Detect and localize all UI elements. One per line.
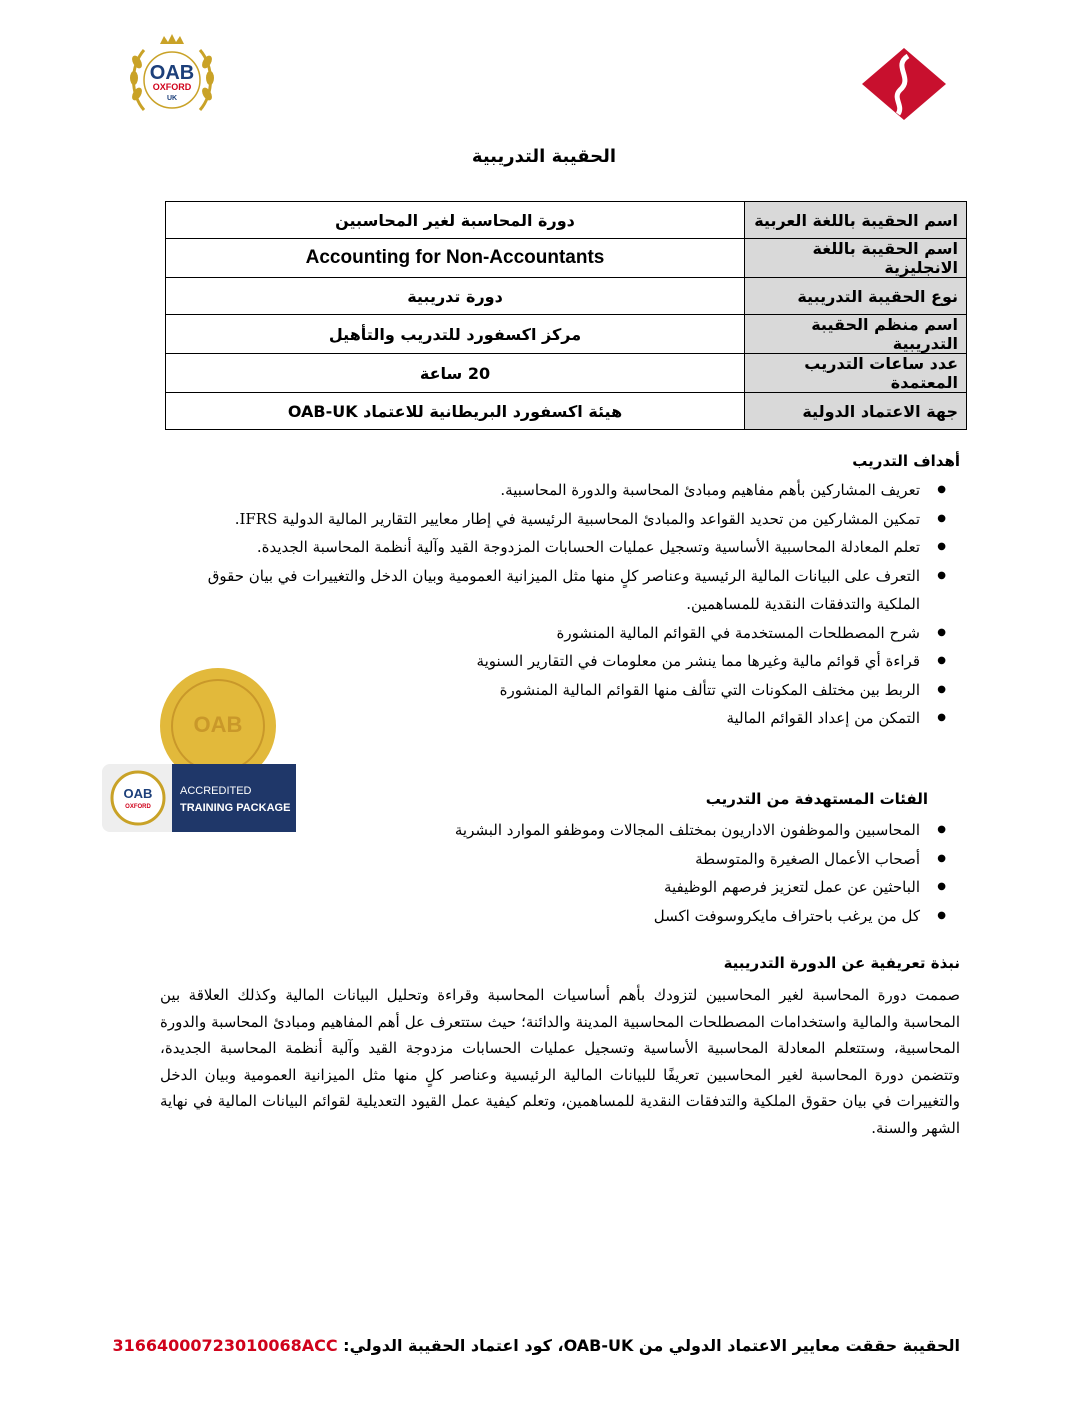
uk-logo-text: UK xyxy=(166,95,178,102)
table-value: دورة تدريبية xyxy=(166,278,745,315)
about-paragraph: صممت دورة المحاسبة لغير المحاسبين لتزودك بأهم أساسيات المحاسبة وقراءة وتحليل البيانات المالية وكذلك العلاقة بين المحاسبة والمالية واستخدامات المصطلحات المحاسبية المدينة والدائنة؛ حيث ستتعرف عل أهم المفاهيم ومبادئ المحاسبة والدورة المحاسبية، وستتعلم المعادلة المحاسبية الأساسية وتسجيل عمليات الحسابات مزدوجة القيد وآلية أنظمة المحاسبة الجديدة، وتتضمن دورة المحاسبة لغير المحاسبين تعريفًا للبيانات المالية الرئيسية وعناصر كلٍ منها مثل الميزانية العمومية وبيان الدخل والتغييرات في بيان حقوق الملكية والتدفقات النقدية للمساهمين، وتعلم كيفية عمل القيود التعديلية لقوائم البيانات المالية في نهاية الشهر والسنة. xyxy=(160,986,960,1137)
svg-text:OXFORD: OXFORD xyxy=(125,804,151,810)
table-value: 20 ساعة xyxy=(166,354,745,393)
list-item: ● شرح المصطلحات المستخدمة في القوائم المالية المنشورة xyxy=(200,619,960,648)
table-row xyxy=(166,239,967,278)
audience-heading: الفئات المستهدفة من التدريب xyxy=(705,790,928,808)
table-value: دورة المحاسبة لغير المحاسبين xyxy=(166,202,745,239)
info-table xyxy=(165,201,967,430)
table-value: مركز اكسفورد للتدريب والتأهيل xyxy=(166,315,745,354)
table-label: عدد ساعات التدريب المعتمدة xyxy=(745,354,967,393)
table-label: اسم منظم الحقيبة التدريبية xyxy=(745,315,967,354)
list-item: ● التمكن من إعداد القوائم المالية xyxy=(200,704,960,733)
table-value: Accounting for Non-Accountants xyxy=(166,239,745,278)
oab-logo-text: OAB xyxy=(149,62,195,84)
about-heading: نبذة تعريفية عن الدورة التدريبية xyxy=(723,954,960,972)
list-item: ● قراءة أي قوائم مالية وغيرها مما ينشر من معلومات في التقارير السنوية xyxy=(200,647,960,676)
list-item: ● تمكين المشاركين من تحديد القواعد والمبادئ المحاسبية الرئيسية في إطار معايير التقارير المالية الدولية IFRS. xyxy=(200,505,960,534)
table-value: هيئة اكسفورد البريطانية للاعتماد OAB-UK xyxy=(166,393,745,430)
footer-text: الحقيبة حققت معايير الاعتماد الدولي من OAB-UK، كود اعتماد الحقيبة الدولي: xyxy=(337,1336,960,1355)
page-title: الحقيبة التدريبية xyxy=(471,146,617,167)
table-row xyxy=(166,354,967,393)
audience-list xyxy=(200,816,960,930)
list-item: ● الربط بين مختلف المكونات التي تتألف منها القوائم المالية المنشورة xyxy=(200,676,960,705)
list-item: ● التعرف على البيانات المالية الرئيسية وعناصر كلٍ منها مثل الميزانية العمومية وبيان الدخل والتغييرات في بيان حقوق الملكية والتدفقات النقدية للمساهمين. xyxy=(200,562,960,619)
list-item: ● أصحاب الأعمال الصغيرة والمتوسطة xyxy=(200,845,960,874)
table-row xyxy=(166,315,967,354)
table-label: اسم الحقيبة باللغة العربية xyxy=(745,202,967,239)
list-item: ● المحاسبين والموظفون الاداريون بمختلف المجالات وموظفو الموارد البشرية xyxy=(200,816,960,845)
badge-line-1: ACCREDITED xyxy=(180,785,252,797)
list-item: ● كل من يرغب باحتراف مايكروسوفت اكسل xyxy=(200,902,960,931)
list-item: ● تعريف المشاركين بأهم مفاهيم ومبادئ المحاسبة والدورة المحاسبية. xyxy=(200,476,960,505)
footer-accreditation xyxy=(100,1336,960,1355)
objectives-list xyxy=(200,476,960,733)
oab-oxford-uk-laurel-logo xyxy=(126,32,218,124)
table-row xyxy=(166,202,967,239)
accredited-training-package-badge xyxy=(100,664,298,834)
seal-text: OAB xyxy=(193,712,243,737)
list-item: ● تعلم المعادلة المحاسبية الأساسية وتسجيل عمليات الحسابات المزدوجة القيد وآلية أنظمة المحاسبة الجديدة. xyxy=(200,533,960,562)
red-diamond-s-logo xyxy=(858,44,950,124)
table-label: نوع الحقيبة التدريبية xyxy=(745,278,967,315)
table-row xyxy=(166,278,967,315)
svg-text:OAB: OAB xyxy=(123,786,153,801)
accreditation-code: 31664000723010068ACC xyxy=(112,1336,338,1355)
list-item: ● الباحثين عن عمل لتعزيز فرصهم الوظيفية xyxy=(200,873,960,902)
badge-line-2: TRAINING PACKAGE xyxy=(180,802,291,814)
table-label: اسم الحقيبة باللغة الانجليزية xyxy=(745,239,967,278)
table-label: جهة الاعتماد الدولية xyxy=(745,393,967,430)
table-row xyxy=(166,393,967,430)
objectives-heading: أهداف التدريب xyxy=(852,452,960,470)
oxford-logo-text: OXFORD xyxy=(152,82,192,92)
